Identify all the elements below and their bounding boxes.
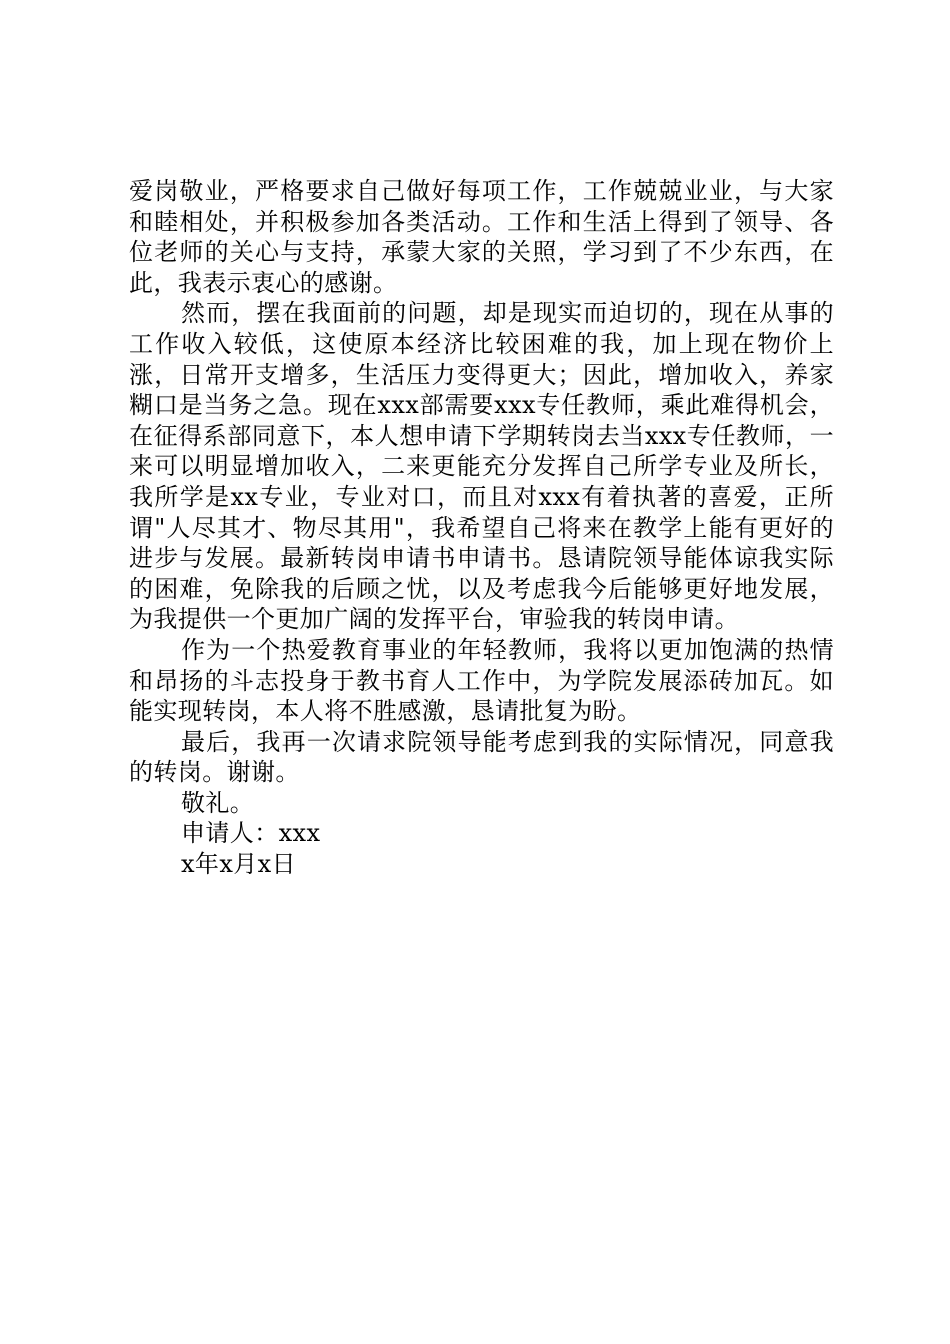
application-date: x年x月x日 bbox=[181, 850, 297, 879]
closing-salutation: 敬礼。 bbox=[181, 788, 255, 817]
paragraph-1: 爱岗敬业，严格要求自己做好每项工作，工作兢兢业业，与大家和睦相处，并积极参加各类活动。工作和生活上得到了领导、各位老师的关心与支持，承蒙大家的关照，学习到了不少东西，在此，我表示衷心的感谢。 bbox=[129, 177, 834, 297]
document-body bbox=[129, 176, 834, 880]
paragraph-2: 然而，摆在我面前的问题，却是现实而迫切的，现在从事的工作收入较低，这使原本经济比较困难的我，加上现在物价上涨，日常开支增多，生活压力变得更大；因此，增加收入，养家糊口是当务之急。现在xxx部需要xxx专任教师，乘此难得机会，在征得系部同意下，本人想申请下学期转岗去当xxx专任教师，一来可以明显增加收入，二来更能充分发挥自己所学专业及所长，我所学是xx专业，专业对口，而且对xxx有着执著的喜爱，正所谓"人尽其才、物尽其用"，我希望自己将来在教学上能有更好的进步与发展。最新转岗申请书申请书。恳请院领导能体谅我实际的困难，免除我的后顾之忧，以及考虑我今后能够更好地发展，为我提供一个更加广阔的发挥平台，审验我的转岗申请。 bbox=[129, 299, 834, 634]
applicant-signature: 申请人：xxx bbox=[181, 819, 321, 848]
paragraph-3: 作为一个热爱教育事业的年轻教师，我将以更加饱满的热情和昂扬的斗志投身于教书育人工作中，为学院发展添砖加瓦。如能实现转岗，本人将不胜感激，恳请批复为盼。 bbox=[129, 635, 834, 726]
paragraph-4: 最后，我再一次请求院领导能考虑到我的实际情况，同意我的转岗。谢谢。 bbox=[129, 727, 834, 787]
